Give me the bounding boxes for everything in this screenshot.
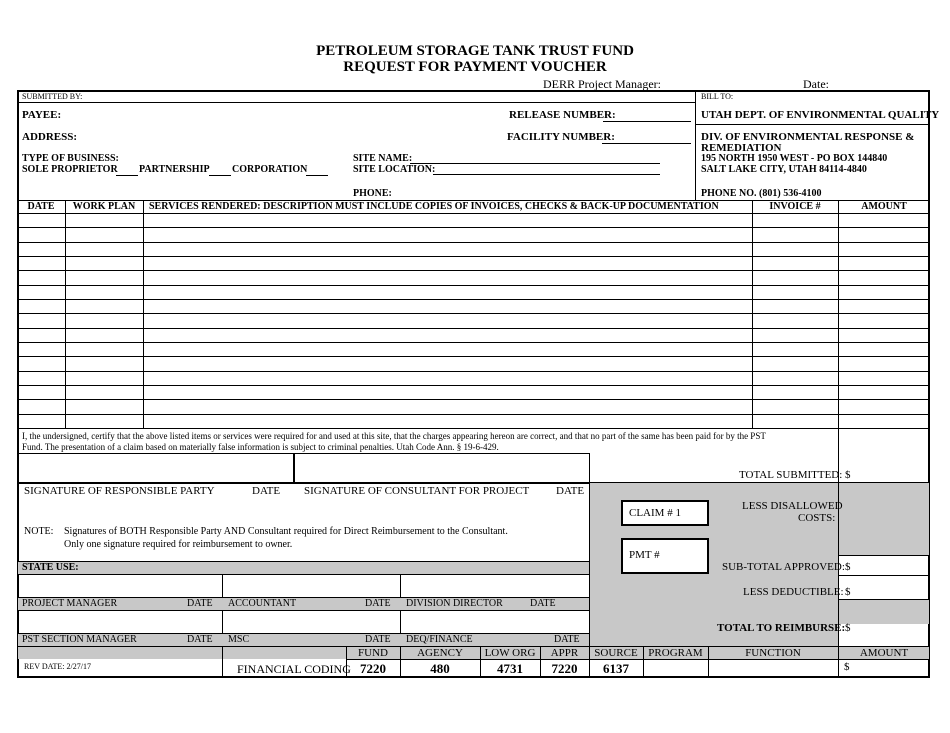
coding-loworg-header: LOW ORG	[484, 647, 536, 659]
submitted-by-label: SUBMITTED BY:	[22, 92, 83, 101]
sig-date1-label: DATE	[252, 485, 281, 497]
rev-date: REV DATE: 2/27/17	[24, 662, 91, 671]
claim-box[interactable]	[621, 500, 709, 526]
certification-line2: Fund. The presentation of a claim based on materially false information is subject to criminal penalties. Utah Code Ann. § 19-6-429.	[22, 442, 499, 452]
financial-coding-label: FINANCIAL CODING	[237, 662, 351, 676]
table-row[interactable]	[17, 270, 930, 271]
table-header-line	[17, 213, 930, 214]
less-disallowed-label: LESS DISALLOWED	[742, 500, 843, 512]
bill-to-phone: PHONE NO. (801) 536-4100	[701, 188, 822, 199]
coding-program-header: PROGRAM	[648, 647, 703, 659]
sub-total-label: SUB-TOTAL APPROVED:	[722, 561, 845, 573]
coding-header-line	[346, 659, 930, 660]
partnership-field[interactable]	[209, 175, 231, 176]
corporation-field[interactable]	[306, 175, 328, 176]
col-date: DATE	[27, 201, 55, 212]
accountant-date: DATE	[365, 598, 391, 609]
col-work-plan: WORK PLAN	[72, 201, 136, 212]
bill-to-divider	[695, 90, 696, 200]
coding-appr-value[interactable]: 7220	[551, 661, 578, 676]
facility-number-label: FACILITY NUMBER:	[507, 131, 615, 143]
pmt-label: PMT #	[629, 549, 660, 561]
note-line2: Only one signature required for reimbursement to owner.	[64, 539, 293, 550]
signature-divider	[293, 453, 295, 482]
bill-to-line4: 195 NORTH 1950 WEST - PO BOX 144840	[701, 153, 888, 164]
sig-date2-label: DATE	[556, 485, 585, 497]
note-line1: Signatures of BOTH Responsible Party AND Consultant required for Direct Reimbursement to the Consultant.	[64, 526, 508, 537]
col-amount: AMOUNT	[861, 201, 907, 212]
type-of-business-label: TYPE OF BUSINESS:	[22, 153, 119, 164]
sig-responsible-party-label: SIGNATURE OF RESPONSIBLE PARTY	[24, 485, 215, 497]
division-director-date: DATE	[530, 598, 556, 609]
payee-label: PAYEE:	[22, 109, 62, 121]
bill-to-line2: DIV. OF ENVIRONMENTAL RESPONSE &	[701, 131, 915, 143]
sole-proprietor-label: SOLE PROPRIETOR	[22, 164, 118, 175]
col-services-rendered: SERVICES RENDERED: DESCRIPTION MUST INCLUDE COPIES OF INVOICES, CHECKS & BACK-UP DOCUMENTATION	[149, 201, 719, 212]
disallowed-gray-cell	[839, 483, 929, 555]
table-row[interactable]	[17, 256, 930, 257]
table-row[interactable]	[17, 385, 930, 386]
sole-proprietor-field[interactable]	[116, 175, 138, 176]
partnership-label: PARTNERSHIP	[139, 164, 210, 175]
col-invoice: INVOICE #	[769, 201, 821, 212]
costs-label: COSTS:	[798, 512, 836, 524]
bill-to-divider-line	[695, 124, 930, 125]
table-row[interactable]	[17, 371, 930, 372]
release-number-field[interactable]	[603, 121, 691, 122]
coding-appr-header: APPR	[550, 647, 579, 659]
msc-label: MSC	[228, 634, 250, 645]
table-row[interactable]	[17, 356, 930, 357]
table-row[interactable]	[17, 285, 930, 286]
table-bottom-line	[17, 428, 930, 429]
signature-top-line	[17, 453, 589, 454]
claim-label: CLAIM # 1	[629, 507, 681, 519]
table-row[interactable]	[17, 299, 930, 300]
table-row[interactable]	[17, 227, 930, 228]
table-row[interactable]	[17, 342, 930, 343]
pst-section-manager-label: PST SECTION MANAGER	[22, 634, 137, 645]
accountant-label: ACCOUNTANT	[228, 598, 297, 609]
coding-agency-value[interactable]: 480	[430, 661, 450, 676]
coding-fund-value[interactable]: 7220	[360, 661, 386, 676]
table-row[interactable]	[17, 313, 930, 314]
bill-to-line1: UTAH DEPT. OF ENVIRONMENTAL QUALITY	[701, 109, 940, 121]
address-label: ADDRESS:	[22, 131, 78, 143]
coding-function-header: FUNCTION	[745, 647, 801, 659]
less-deductible-dollar: $	[845, 586, 851, 598]
coding-fund-header: FUND	[358, 647, 388, 659]
site-location-label: SITE LOCATION:	[353, 164, 436, 175]
coding-source-header: SOURCE	[594, 647, 638, 659]
table-row[interactable]	[17, 242, 930, 243]
bill-to-line3: REMEDIATION	[701, 142, 782, 154]
table-row[interactable]	[17, 414, 930, 415]
state-use-row1-bottom	[17, 610, 589, 611]
table-divider-invoice	[752, 200, 753, 428]
division-director-label: DIVISION DIRECTOR	[406, 598, 503, 609]
submitted-by-line	[17, 102, 695, 103]
facility-number-field[interactable]	[602, 143, 691, 144]
table-row[interactable]	[17, 328, 930, 329]
less-deductible-label: LESS DEDUCTIBLE:	[743, 586, 844, 598]
sub-total-line	[838, 575, 930, 576]
deductible-gray-cell	[839, 600, 929, 624]
certification-line1: I, the undersigned, certify that the above listed items or services were required for and used at this site, that the charges appearing hereon are correct, and that no part of the same has been paid for by the PST	[22, 431, 766, 441]
msc-date: DATE	[365, 634, 391, 645]
total-submitted-label: TOTAL SUBMITTED:	[739, 469, 843, 481]
bill-to-line5: SALT LAKE CITY, UTAH 84114-4840	[701, 164, 867, 175]
state-use-label: STATE USE:	[22, 562, 79, 573]
sig-consultant-label: SIGNATURE OF CONSULTANT FOR PROJECT	[304, 485, 530, 497]
coding-loworg-value[interactable]: 4731	[497, 661, 523, 676]
header-date-label: Date:	[803, 77, 829, 91]
project-manager-label: PROJECT MANAGER	[22, 598, 118, 609]
total-submitted-dollar: $	[845, 469, 851, 481]
site-name-label: SITE NAME:	[353, 153, 413, 164]
pmt-box[interactable]	[621, 538, 709, 574]
deductible-line	[838, 599, 930, 600]
coding-amount-value[interactable]: $	[844, 661, 850, 673]
deq-finance-label: DEQ/FINANCE	[406, 634, 473, 645]
pst-section-manager-date: DATE	[187, 634, 213, 645]
corporation-label: CORPORATION	[232, 164, 308, 175]
release-number-label: RELEASE NUMBER:	[509, 109, 616, 121]
coding-divider-0	[222, 646, 223, 678]
disallowed-bottom-line	[838, 555, 930, 556]
bill-to-label: BILL TO:	[701, 92, 734, 101]
phone-label: PHONE:	[353, 188, 392, 199]
state-use-header-line	[17, 574, 589, 575]
deq-finance-date: DATE	[554, 634, 580, 645]
coding-amount-header: AMOUNT	[859, 647, 909, 659]
total-reimburse-label: TOTAL TO REIMBURSE:	[717, 622, 846, 634]
note-label: NOTE:	[24, 526, 54, 537]
site-location-field[interactable]	[433, 174, 660, 175]
form-subtitle: REQUEST FOR PAYMENT VOUCHER	[343, 59, 607, 75]
site-name-field[interactable]	[410, 163, 660, 164]
totals-amount-divider	[838, 483, 839, 646]
state-use-header-bg	[18, 562, 589, 574]
sub-total-dollar: $	[845, 561, 851, 573]
total-reimburse-dollar: $	[845, 622, 851, 634]
coding-agency-header: AGENCY	[417, 647, 463, 659]
project-manager-date: DATE	[187, 598, 213, 609]
table-divider-workplan	[143, 200, 144, 428]
coding-source-value[interactable]: 6137	[603, 661, 629, 676]
signature-line[interactable]	[17, 482, 589, 484]
table-divider-date	[65, 200, 66, 428]
table-row[interactable]	[17, 399, 930, 400]
derr-project-manager-label: DERR Project Manager:	[543, 77, 661, 91]
form-title: PETROLEUM STORAGE TANK TRUST FUND	[316, 43, 634, 59]
